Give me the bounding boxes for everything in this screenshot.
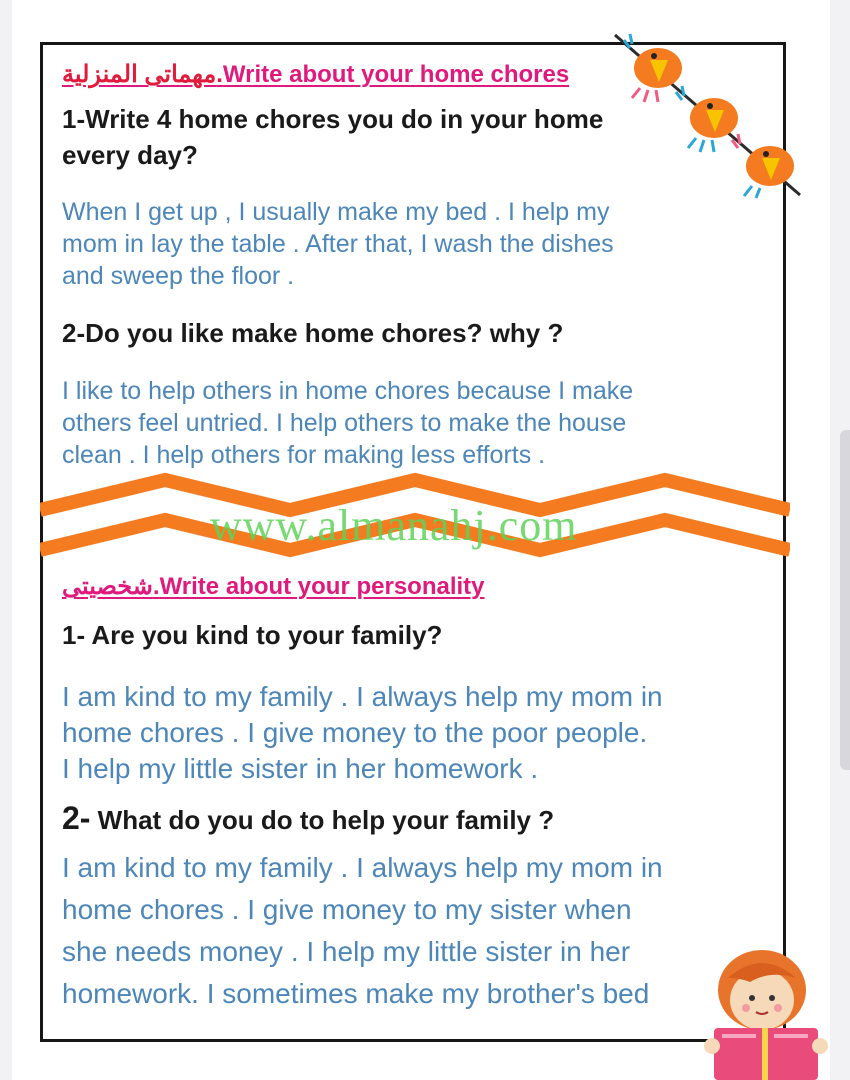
section1-heading	[62, 60, 569, 89]
section1-question1-line2: every day?	[62, 140, 198, 170]
section2-question2-number: 2-	[62, 800, 91, 836]
section2-answer2-line1: I am kind to my family . I always help my mom in	[62, 852, 663, 883]
section1-heading-english: Write about your home chores	[222, 61, 570, 88]
section2-answer1-line3: I help my little sister in her homework .	[62, 753, 539, 784]
scrollbar-edge[interactable]	[840, 430, 850, 770]
bird-garland-icon	[610, 30, 810, 200]
section2-heading-arabic: شخصيتى.	[62, 573, 160, 600]
section1-answer1-line3: and sweep the floor .	[62, 262, 295, 290]
section2-heading	[62, 572, 485, 601]
section1-question1-line1: 1-Write 4 home chores you do in your home	[62, 104, 604, 134]
section1-heading-arabic: مهماتى المنزلية.	[62, 61, 223, 88]
watermark: www.almanahj.com	[210, 501, 578, 550]
section2-answer1-line2: home chores . I give money to the poor people.	[62, 717, 648, 748]
section2-question2-text: What do you do to help your family ?	[90, 805, 555, 835]
section1-answer1-line2: mom in lay the table . After that, I wash the dishes	[62, 230, 614, 258]
section2-heading-english: Write about your personality	[159, 573, 485, 600]
girl-reading-icon	[700, 948, 830, 1080]
section1-answer2-line3: clean . I help others for making less efforts .	[62, 441, 546, 469]
section2-question1: 1- Are you kind to your family?	[62, 620, 443, 650]
section2-question2	[62, 800, 554, 837]
section2-answer1-line1: I am kind to my family . I always help my mom in	[62, 681, 663, 712]
section1-answer2-line2: others feel untried. I help others to make the house	[62, 409, 627, 437]
section2-answer2-line4: homework. I sometimes make my brother's bed	[62, 978, 650, 1009]
section1-answer1-line1: When I get up , I usually make my bed . I help my	[62, 198, 610, 226]
section1-question2: 2-Do you like make home chores? why ?	[62, 318, 564, 348]
section1-answer2-line1: I like to help others in home chores because I make	[62, 377, 634, 405]
section2-answer2-line2: home chores . I give money to my sister when	[62, 894, 632, 925]
section2-answer2-line3: she needs money . I help my little sister in her	[62, 936, 631, 967]
